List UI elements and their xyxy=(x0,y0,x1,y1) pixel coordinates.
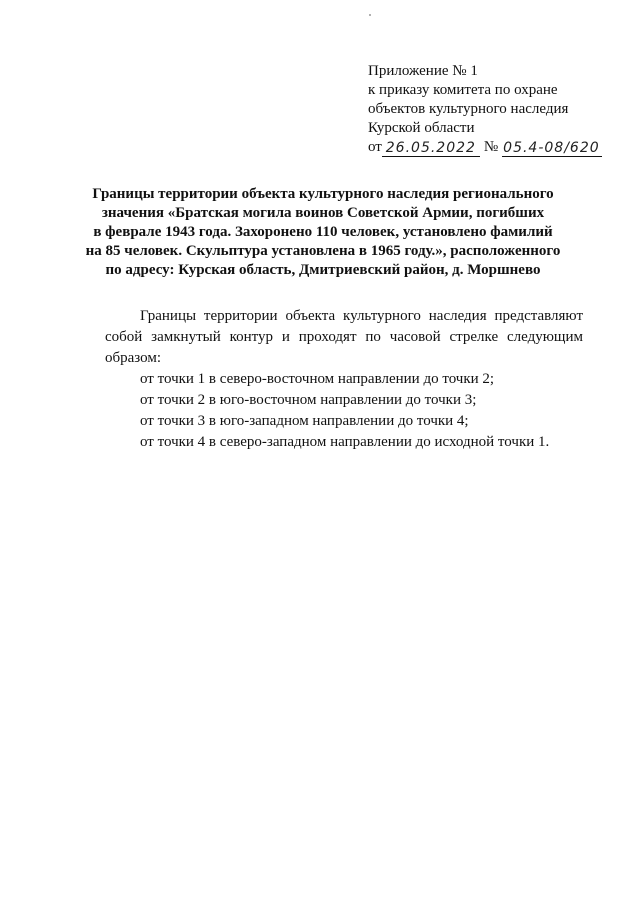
order-date-handwritten: 26.05.2022 xyxy=(382,140,480,157)
boundary-point-item: от точки 4 в северо-западном направлении до исходной точки 1. xyxy=(140,434,550,450)
intro-line: собой замкнутый контур и проходят по часовой стрелке следующим xyxy=(105,329,583,345)
header-line-4: Курской области xyxy=(368,120,475,136)
header-line-3: объектов культурного наследия xyxy=(368,101,569,117)
order-reference xyxy=(368,138,618,157)
document-body xyxy=(105,306,583,453)
intro-line: Границы территории объекта культурного наследия представляют xyxy=(140,308,583,324)
title-line: значения «Братская могила воинов Советской Армии, погибших xyxy=(101,205,545,221)
number-sign: № xyxy=(483,139,499,155)
appendix-number: Приложение № 1 xyxy=(368,63,478,79)
title-line: в феврале 1943 года. Захоронено 110 человек, установлено фамилий xyxy=(93,224,553,240)
title-line: Границы территории объекта культурного наследия регионального xyxy=(92,186,554,202)
title-line: по адресу: Курская область, Дмитриевский район, д. Моршнево xyxy=(105,262,541,278)
boundary-point-item: от точки 3 в юго-западном направлении до точки 4; xyxy=(140,413,469,429)
boundary-point-item: от точки 1 в северо-восточном направлении до точки 2; xyxy=(140,371,495,387)
appendix-header xyxy=(368,62,618,157)
header-line-2: к приказу комитета по охране xyxy=(368,82,558,98)
scan-speck xyxy=(369,14,371,16)
intro-line: образом: xyxy=(105,350,162,366)
title-line: на 85 человек. Скульптура установлена в 1965 году.», расположенного xyxy=(85,243,561,259)
boundary-point-item: от точки 2 в юго-восточном направлении до точки 3; xyxy=(140,392,477,408)
document-title xyxy=(78,185,568,280)
from-label: от xyxy=(368,139,382,155)
order-number-handwritten: 05.4-08/620 xyxy=(502,140,602,157)
